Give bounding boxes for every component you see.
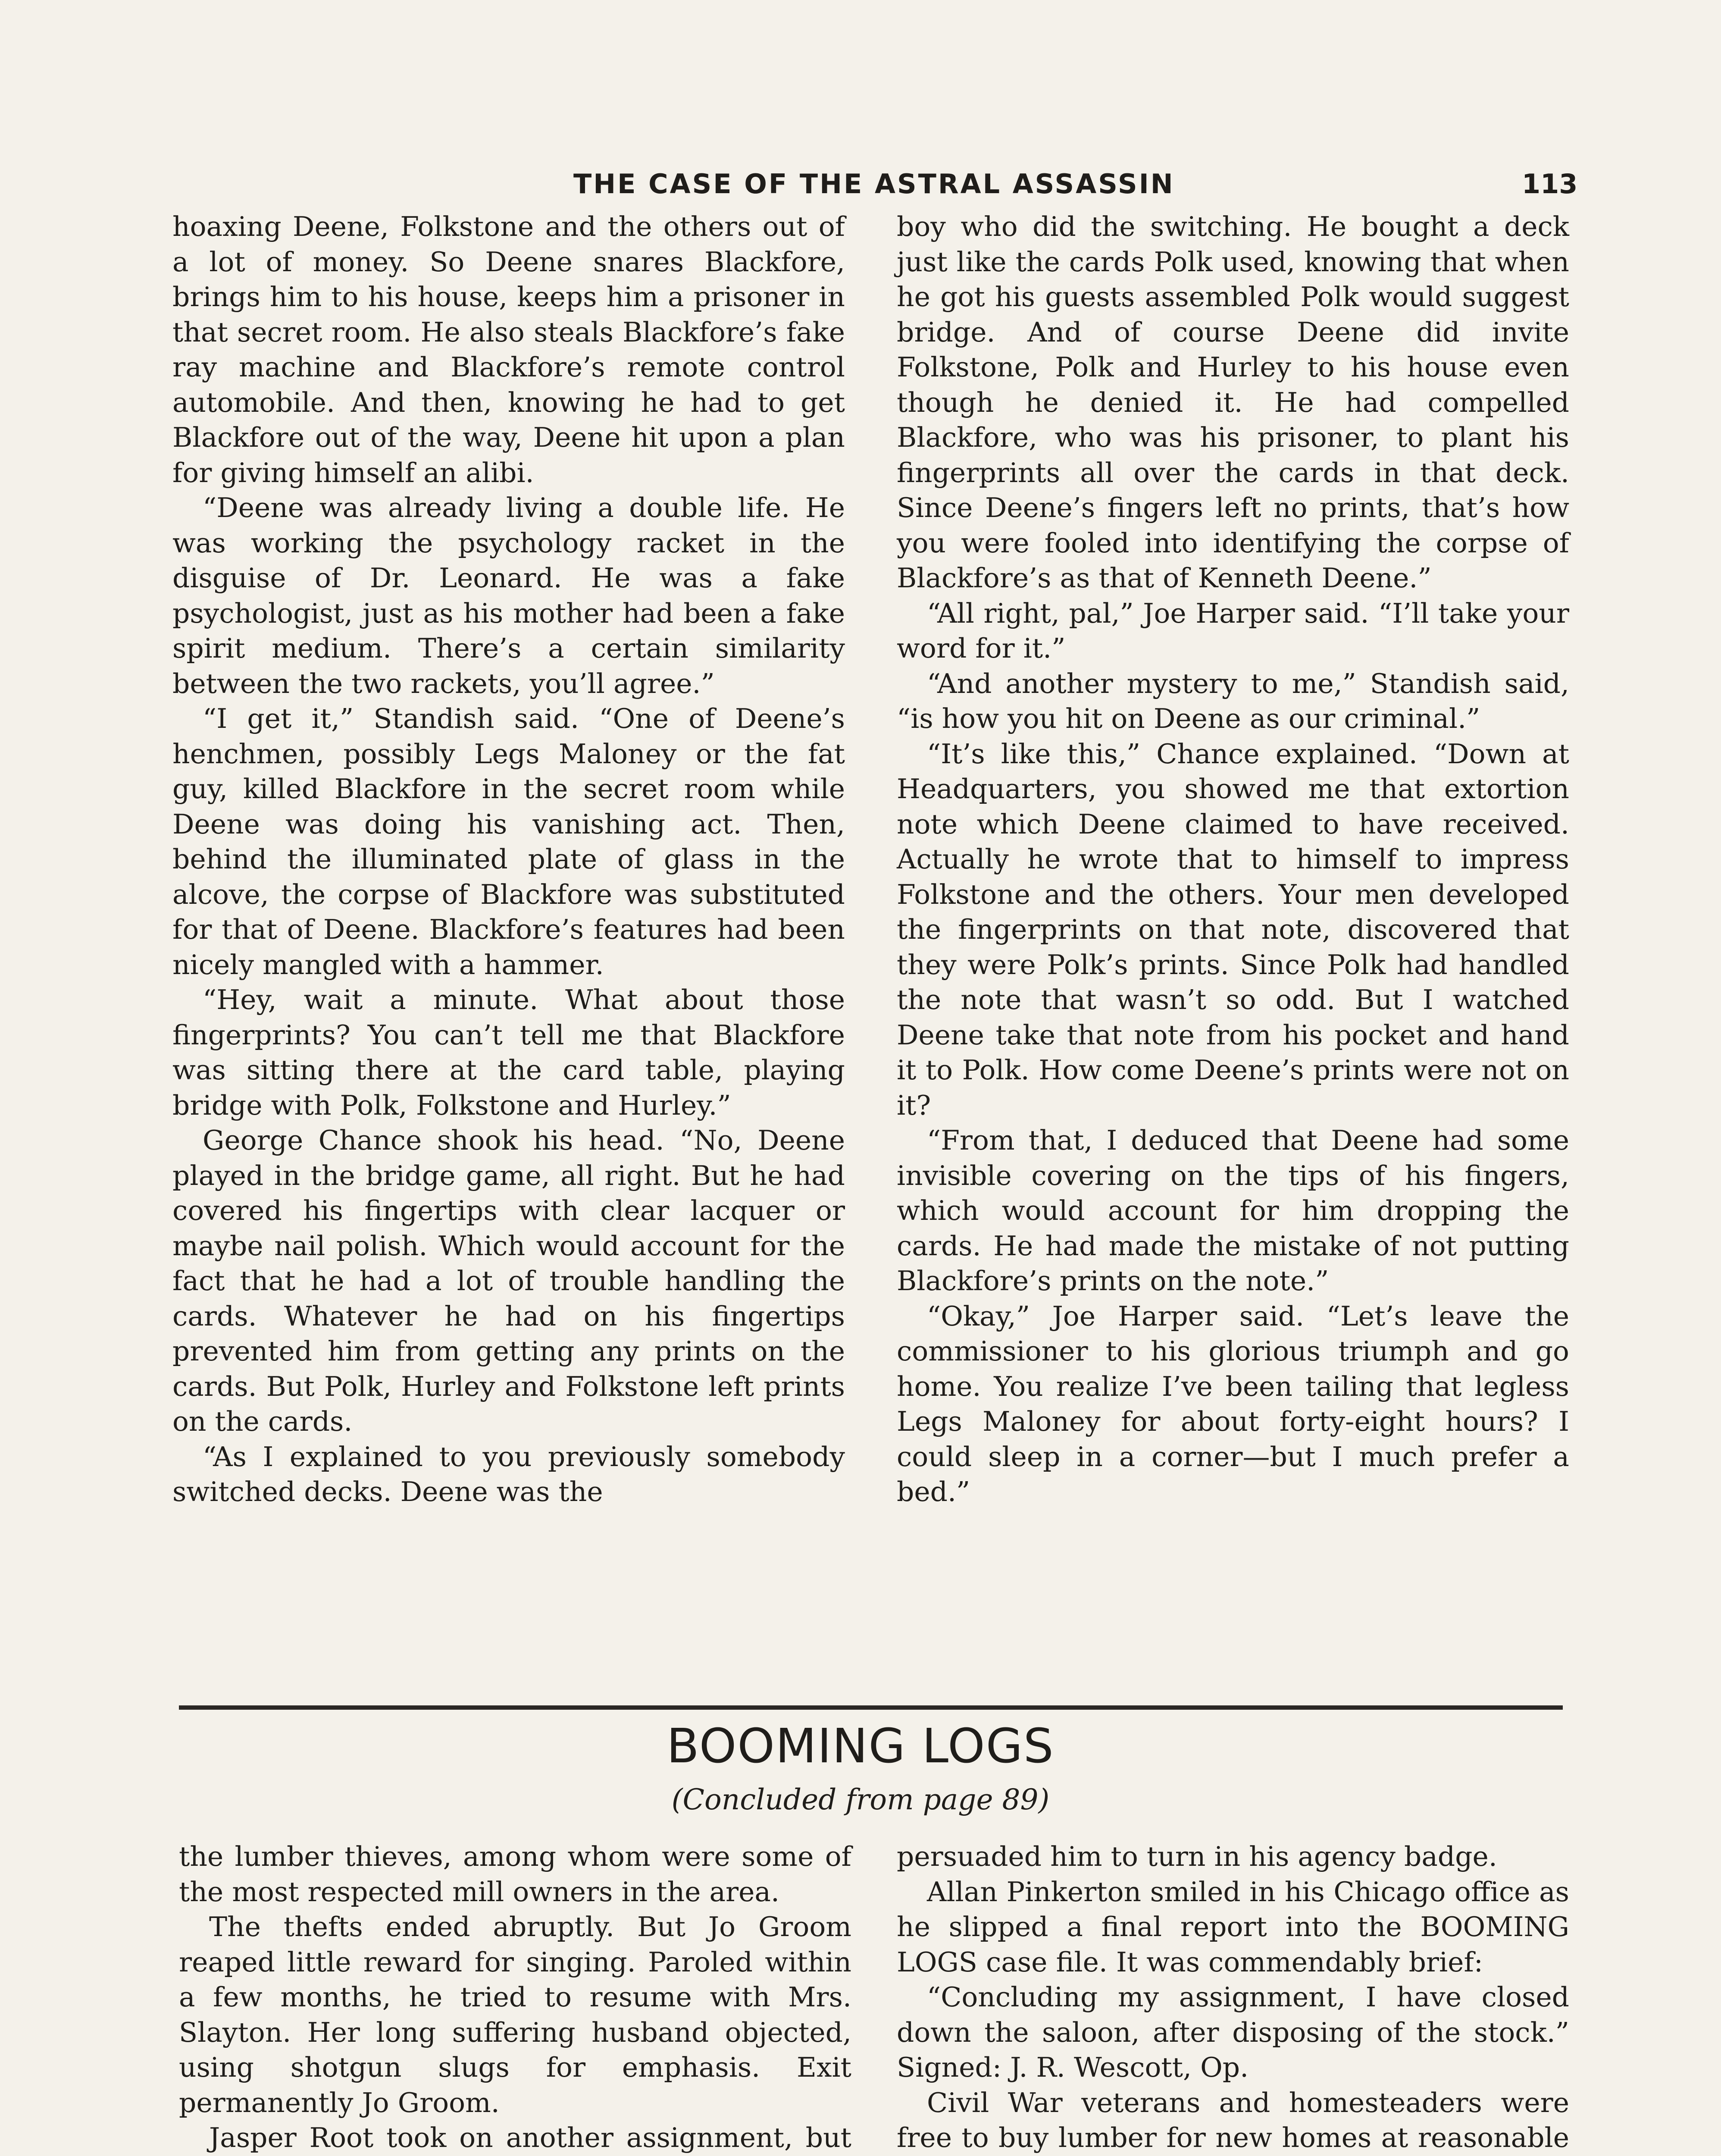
section-divider [179,1705,1563,1710]
paragraph: “From that, I deduced that Deene had some invisible covering on the tips of his fingers, which would account for him dropping the cards. He had made the mistake of not putting Blackfore’s prints on the note.” [897,1125,1569,1297]
paragraph: persuaded him to turn in his agency badge. [897,1841,1497,1872]
paragraph: “Concluding my assignment, I have closed down the saloon, after disposing of the stock.” Signed: J. R. Wescott, Op. [897,1981,1569,2083]
story1-column-right [897,209,1569,1510]
paragraph: “Okay,” Joe Harper said. “Let’s leave the commissioner to his glorious triumph and go home. You realize I’ve been tailing that legless Legs Maloney for about forty-eight hours? I could sleep in a corner—but I much prefer a bed.” [897,1300,1569,1507]
paragraph: George Chance shook his head. “No, Deene played in the bridge game, all right. But he had covered his fingertips with clear lacquer or maybe nail polish. Which would account for the fact that he had a lot of trouble handling the cards. Whatever he had on his fingertips prevented him from getting any prints on the cards. But Polk, Hurley and Folkstone left prints on the cards. [172,1125,845,1437]
paragraph: Jasper Root took on another assignment, but [209,2122,851,2153]
story2-column-left [179,1839,851,2156]
paragraph: “As I explained to you previously somebody switched decks. Deene was the [172,1441,845,1507]
paragraph: “Hey, wait a minute. What about those fingerprints? You can’t tell me that Blackfore was sitting there at the card table, playing bridge with Polk, Folkstone and Hurley.” [172,984,845,1121]
paragraph: Allan Pinkerton smiled in his Chicago office as he slipped a final report into the BOOMING LOGS case file. It was commendably brief: [897,1876,1569,1978]
paragraph: The thefts ended abruptly. But Jo Groom reaped little reward for singing. Paroled within a few months, he tried to resume with Mrs. Slayton. Her long suffering husband objected, using shotgun slugs for emphasis. Exit permanently Jo Groom. [179,1911,851,2118]
paragraph: the lumber thieves, among whom were some of the most respected mill owners in the area. [179,1841,851,1908]
paragraph: “Deene was already living a double life. He was working the psychology racket in the disguise of Dr. Leonard. He was a fake psychologist, just as his mother had been a fake spirit medium. There’s a certain similarity between the two rackets, you’ll agree.” [172,492,845,699]
story2-column-right [897,1839,1569,2156]
paragraph: “All right, pal,” Joe Harper said. “I’ll take your word for it.” [897,597,1569,664]
paragraph: boy who did the switching. He bought a deck just like the cards Polk used, knowing that when he got his guests assembled Polk would suggest bridge. And of course Deene did invite Folkstone, Polk and Hurley to his house even though he denied it. He had compelled Blackfore, who was his prisoner, to plant his fingerprints all over the cards in that deck. Since Deene’s fingers left no prints, that’s how you were fooled into identifying the corpse of Blackfore’s as that of Kenneth Deene.” [897,211,1569,594]
paragraph: hoaxing Deene, Folkstone and the others out of a lot of money. So Deene snares Blackfore, brings him to his house, keeps him a prisoner in that secret room. He also steals Blackfore’s fake ray machine and Blackfore’s remote control automobile. And then, knowing he had to get Blackfore out of the way, Deene hit upon a plan for giving himself an alibi. [172,211,845,489]
paragraph: “I get it,” Standish said. “One of Deene’s henchmen, possibly Legs Maloney or the fat guy, killed Blackfore in the secret room while Deene was doing his vanishing act. Then, behind the illuminated plate of glass in the alcove, the corpse of Blackfore was substituted for that of Deene. Blackfore’s features had been nicely mangled with a hammer. [172,703,845,981]
running-title: THE CASE OF THE ASTRAL ASSASSIN [573,168,1175,200]
paragraph: “It’s like this,” Chance explained. “Down at Headquarters, you showed me that extortion note which Deene claimed to have received. Actually he wrote that to himself to impress Folkstone and the others. Your men developed the fingerprints on that note, discovered that they were Polk’s prints. Since Polk had handled the note that wasn’t so odd. But I watched Deene take that note from his pocket and hand it to Polk. How come Deene’s prints were not on it? [897,738,1569,1121]
paragraph: “And another mystery to me,” Standish said, “is how you hit on Deene as our criminal.” [897,667,1569,734]
story1-column-left [172,209,845,1510]
page-number: 113 [1522,168,1578,200]
section-title: BOOMING LOGS [666,1718,1055,1774]
continued-note: (Concluded from page 89) [671,1783,1050,1816]
paragraph: Civil War veterans and homesteaders were free to buy lumber for new homes at reasonable [897,2087,1569,2153]
